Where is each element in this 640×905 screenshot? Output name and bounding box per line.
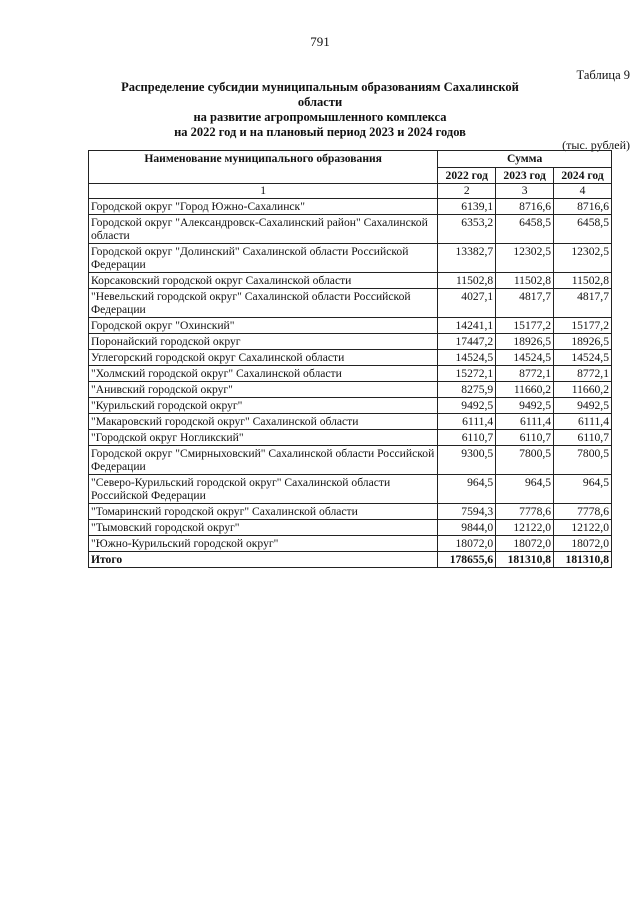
document-title bbox=[120, 80, 520, 140]
value-2023: 7778,6 bbox=[496, 504, 554, 520]
header-year-2024: 2024 год bbox=[554, 168, 612, 184]
column-number: 3 bbox=[496, 184, 554, 199]
table-row bbox=[89, 504, 612, 520]
value-2022: 8275,9 bbox=[438, 382, 496, 398]
value-2023: 15177,2 bbox=[496, 318, 554, 334]
value-2023: 6458,5 bbox=[496, 215, 554, 244]
value-2024: 8772,1 bbox=[554, 366, 612, 382]
municipality-name: "Невельский городской округ" Сахалинской области Российской Федерации bbox=[89, 289, 438, 318]
value-2022: 964,5 bbox=[438, 475, 496, 504]
value-2024: 8716,6 bbox=[554, 199, 612, 215]
municipality-name: Городской округ "Охинский" bbox=[89, 318, 438, 334]
value-2023: 11502,8 bbox=[496, 273, 554, 289]
column-number: 4 bbox=[554, 184, 612, 199]
table-row bbox=[89, 520, 612, 536]
value-2024: 964,5 bbox=[554, 475, 612, 504]
table-row bbox=[89, 318, 612, 334]
value-2023: 14524,5 bbox=[496, 350, 554, 366]
table-row bbox=[89, 430, 612, 446]
table-row bbox=[89, 398, 612, 414]
table-row bbox=[89, 536, 612, 552]
title-line: на развитие агропромышленного комплекса bbox=[193, 110, 447, 124]
total-2024: 181310,8 bbox=[554, 552, 612, 568]
value-2022: 15272,1 bbox=[438, 366, 496, 382]
value-2024: 14524,5 bbox=[554, 350, 612, 366]
total-2023: 181310,8 bbox=[496, 552, 554, 568]
title-line: Распределение субсидии муниципальным образованиям Сахалинской области bbox=[121, 80, 519, 109]
value-2023: 18926,5 bbox=[496, 334, 554, 350]
value-2022: 6139,1 bbox=[438, 199, 496, 215]
value-2024: 6458,5 bbox=[554, 215, 612, 244]
total-2022: 178655,6 bbox=[438, 552, 496, 568]
value-2023: 6111,4 bbox=[496, 414, 554, 430]
value-2022: 9300,5 bbox=[438, 446, 496, 475]
value-2022: 17447,2 bbox=[438, 334, 496, 350]
table-row bbox=[89, 414, 612, 430]
value-2023: 12122,0 bbox=[496, 520, 554, 536]
value-2022: 14241,1 bbox=[438, 318, 496, 334]
municipality-name: "Северо-Курильский городской округ" Сахалинской области Российской Федерации bbox=[89, 475, 438, 504]
municipality-name: "Макаровский городской округ" Сахалинской области bbox=[89, 414, 438, 430]
value-2024: 6111,4 bbox=[554, 414, 612, 430]
total-row bbox=[89, 552, 612, 568]
value-2023: 6110,7 bbox=[496, 430, 554, 446]
value-2022: 14524,5 bbox=[438, 350, 496, 366]
municipality-name: "Южно-Курильский городской округ" bbox=[89, 536, 438, 552]
value-2022: 11502,8 bbox=[438, 273, 496, 289]
municipality-name: Углегорский городской округ Сахалинской области bbox=[89, 350, 438, 366]
page-number: 791 bbox=[310, 34, 330, 49]
value-2022: 6110,7 bbox=[438, 430, 496, 446]
municipality-name: "Холмский городской округ" Сахалинской области bbox=[89, 366, 438, 382]
value-2023: 8716,6 bbox=[496, 199, 554, 215]
value-2023: 11660,2 bbox=[496, 382, 554, 398]
value-2024: 18926,5 bbox=[554, 334, 612, 350]
column-number: 1 bbox=[89, 184, 438, 199]
value-2022: 7594,3 bbox=[438, 504, 496, 520]
value-2024: 11660,2 bbox=[554, 382, 612, 398]
value-2022: 6111,4 bbox=[438, 414, 496, 430]
value-2024: 7778,6 bbox=[554, 504, 612, 520]
municipality-name: "Городской округ Ногликский" bbox=[89, 430, 438, 446]
value-2024: 15177,2 bbox=[554, 318, 612, 334]
title-line: на 2022 год и на плановый период 2023 и 2024 годов bbox=[174, 125, 466, 139]
table-row bbox=[89, 446, 612, 475]
header-year-2022: 2022 год bbox=[438, 168, 496, 184]
table-row bbox=[89, 215, 612, 244]
municipality-name: Корсаковский городской округ Сахалинской области bbox=[89, 273, 438, 289]
table-row bbox=[89, 273, 612, 289]
unit-note: (тыс. рублей) bbox=[562, 138, 630, 152]
total-label: Итого bbox=[89, 552, 438, 568]
value-2024: 12302,5 bbox=[554, 244, 612, 273]
value-2023: 964,5 bbox=[496, 475, 554, 504]
value-2024: 4817,7 bbox=[554, 289, 612, 318]
table-row bbox=[89, 334, 612, 350]
table-row bbox=[89, 244, 612, 273]
municipality-name: Городской округ "Александровск-Сахалинский район" Сахалинской области bbox=[89, 215, 438, 244]
value-2024: 7800,5 bbox=[554, 446, 612, 475]
value-2024: 18072,0 bbox=[554, 536, 612, 552]
value-2023: 4817,7 bbox=[496, 289, 554, 318]
column-number: 2 bbox=[438, 184, 496, 199]
table-row bbox=[89, 199, 612, 215]
value-2022: 18072,0 bbox=[438, 536, 496, 552]
municipality-name: Городской округ "Долинский" Сахалинской области Российской Федерации bbox=[89, 244, 438, 273]
municipality-name: "Томаринский городской округ" Сахалинской области bbox=[89, 504, 438, 520]
value-2024: 11502,8 bbox=[554, 273, 612, 289]
value-2023: 18072,0 bbox=[496, 536, 554, 552]
value-2022: 9844,0 bbox=[438, 520, 496, 536]
value-2023: 12302,5 bbox=[496, 244, 554, 273]
header-sum: Сумма bbox=[438, 151, 612, 168]
header-year-2023: 2023 год bbox=[496, 168, 554, 184]
table-row bbox=[89, 366, 612, 382]
table-row bbox=[89, 382, 612, 398]
value-2022: 9492,5 bbox=[438, 398, 496, 414]
table-row bbox=[89, 475, 612, 504]
value-2023: 9492,5 bbox=[496, 398, 554, 414]
municipality-name: "Анивский городской округ" bbox=[89, 382, 438, 398]
value-2023: 8772,1 bbox=[496, 366, 554, 382]
municipality-name: Городской округ "Город Южно-Сахалинск" bbox=[89, 199, 438, 215]
municipality-name: Поронайский городской округ bbox=[89, 334, 438, 350]
table-row bbox=[89, 289, 612, 318]
header-name: Наименование муниципального образования bbox=[89, 151, 438, 184]
value-2022: 4027,1 bbox=[438, 289, 496, 318]
value-2024: 6110,7 bbox=[554, 430, 612, 446]
table-label: Таблица 9 bbox=[576, 68, 630, 82]
table-row bbox=[89, 350, 612, 366]
municipality-name: "Тымовский городской округ" bbox=[89, 520, 438, 536]
municipality-name: "Курильский городской округ" bbox=[89, 398, 438, 414]
subsidy-table bbox=[88, 150, 612, 568]
value-2023: 7800,5 bbox=[496, 446, 554, 475]
value-2024: 12122,0 bbox=[554, 520, 612, 536]
municipality-name: Городской округ "Смирныховский" Сахалинской области Российской Федерации bbox=[89, 446, 438, 475]
value-2024: 9492,5 bbox=[554, 398, 612, 414]
value-2022: 13382,7 bbox=[438, 244, 496, 273]
value-2022: 6353,2 bbox=[438, 215, 496, 244]
